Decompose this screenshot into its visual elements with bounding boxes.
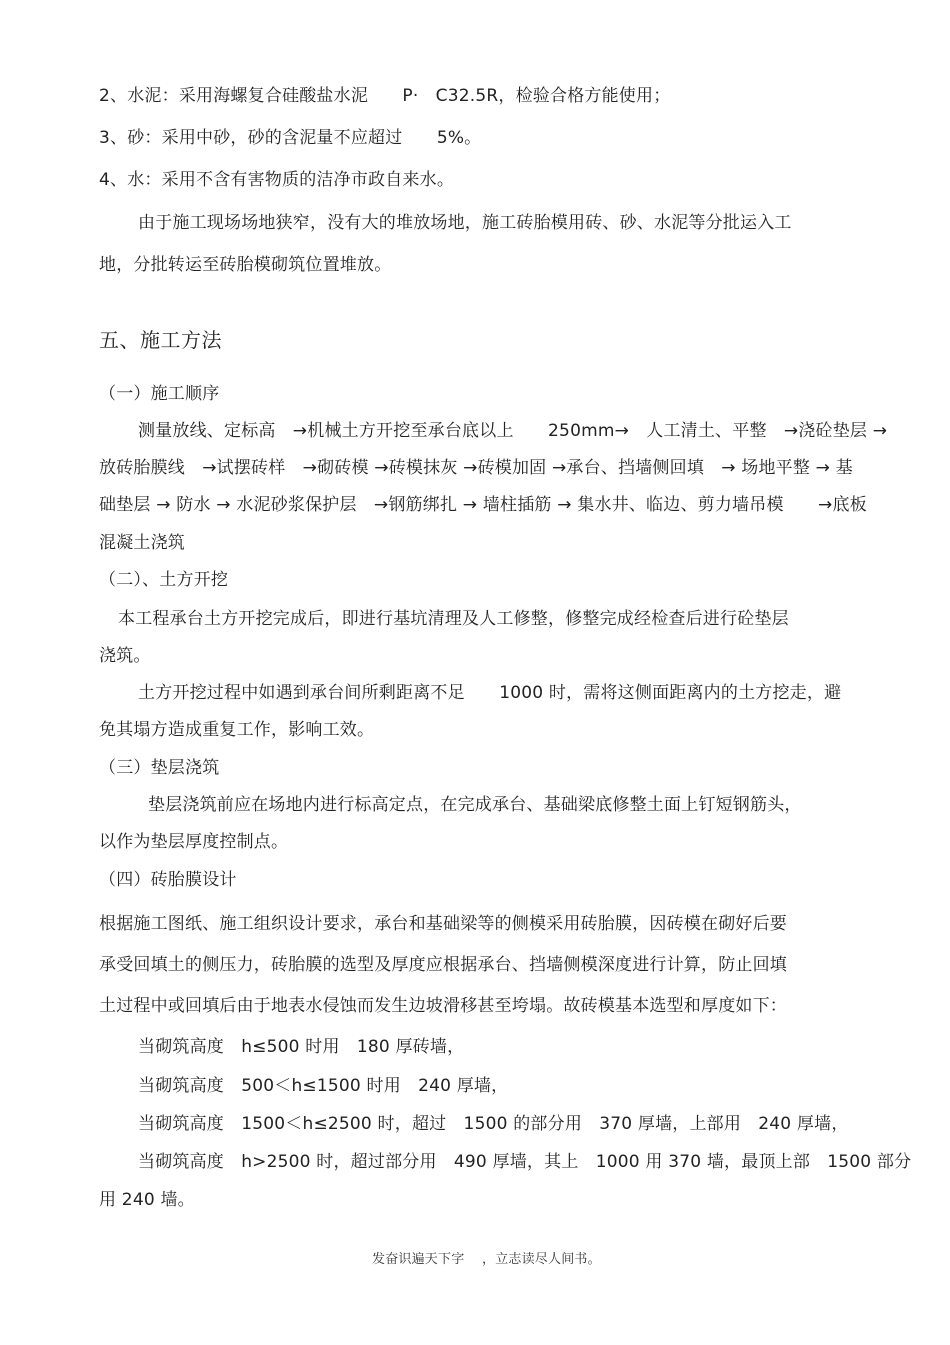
cushion-line-2: 以作为垫层厚度控制点。 <box>99 832 289 852</box>
earthwork-para2-line-1: 土方开挖过程中如遇到承台间所剩距离不足 1000 时，需将这侧面距离内的土方挖走，避 <box>138 683 842 703</box>
earthwork-para1-line-2: 浇筑。 <box>99 646 151 666</box>
storage-paragraph-line-2: 地，分批转运至砖胎模砌筑位置堆放。 <box>99 255 392 275</box>
earthwork-para1-line-1: 本工程承台土方开挖完成后，即进行基坑清理及人工修整，修整完成经检查后进行砼垫层 <box>118 609 789 629</box>
cushion-line-1: 垫层浇筑前应在场地内进行标高定点，在完成承台、基础梁底修整土面上钉短钢筋头， <box>148 795 802 815</box>
brick-mold-line-1: 根据施工图纸、施工组织设计要求，承台和基础梁等的侧模采用砖胎膜，因砖模在砌好后要 <box>99 914 787 934</box>
subsection-heading-cushion: （三）垫层浇筑 <box>99 758 220 778</box>
footer-motto-right: ，立志读尽人间书。 <box>482 1252 601 1267</box>
section-title: 五、施工方法 <box>99 328 222 352</box>
subsection-heading-brick-mold: （四）砖胎膜设计 <box>99 870 237 890</box>
footer-motto-left: 发奋识遍天下字 <box>372 1252 465 1267</box>
sand-item: 3、砂：采用中砂，砂的含泥量不应超过 5%。 <box>99 128 482 148</box>
order-line-3: 础垫层 → 防水 → 水泥砂浆保护层 →钢筋绑扎 → 墙柱插筋 → 集水井、临边、剪力墙吊模 →底板 <box>99 495 867 515</box>
earthwork-para2-line-2: 免其塌方造成重复工作，影响工效。 <box>99 720 375 740</box>
brick-mold-line-2: 承受回填土的侧压力，砖胎膜的选型及厚度应根据承台、挡墙侧模深度进行计算，防止回填 <box>99 955 787 975</box>
storage-paragraph-line-1: 由于施工现场场地狭窄，没有大的堆放场地，施工砖胎模用砖、砂、水泥等分批运入工 <box>138 213 792 233</box>
subsection-heading-earthwork: （二）、土方开挖 <box>99 570 229 590</box>
order-line-4: 混凝土浇筑 <box>99 533 185 553</box>
brick-mold-line-3: 土过程中或回填后由于地表水侵蚀而发生边坡滑移甚至垮塌。故砖模基本选型和厚度如下： <box>99 996 787 1016</box>
brick-mold-rule-4-line-2: 用 240 墙。 <box>99 1190 195 1210</box>
order-line-2: 放砖胎膜线 →试摆砖样 →砌砖模 →砖模抹灰 →砖模加固 →承台、挡墙侧回填 → 场地平整 → 基 <box>99 458 853 478</box>
cement-item: 2、水泥：采用海螺复合硅酸盐水泥 P· C32.5R，检验合格方能使用； <box>99 86 671 106</box>
water-item: 4、水：采用不含有害物质的洁净市政自来水。 <box>99 170 455 190</box>
subsection-heading-order: （一）施工顺序 <box>99 384 220 404</box>
brick-mold-rule-2: 当砌筑高度 500＜h≤1500 时用 240 厚墙， <box>138 1076 509 1096</box>
brick-mold-rule-1: 当砌筑高度 h≤500 时用 180 厚砖墙， <box>138 1037 465 1057</box>
brick-mold-rule-3: 当砌筑高度 1500＜h≤2500 时，超过 1500 的部分用 370 厚墙，上部用 240 厚墙， <box>138 1114 849 1134</box>
brick-mold-rule-4-line-1: 当砌筑高度 h>2500 时，超过部分用 490 厚墙，其上 1000 用 370 墙，最顶上部 1500 部分 <box>138 1152 912 1172</box>
order-line-1: 测量放线、定标高 →机械土方开挖至承台底以上 250mm→ 人工清土、平整 →浇砼垫层 → <box>138 421 888 441</box>
